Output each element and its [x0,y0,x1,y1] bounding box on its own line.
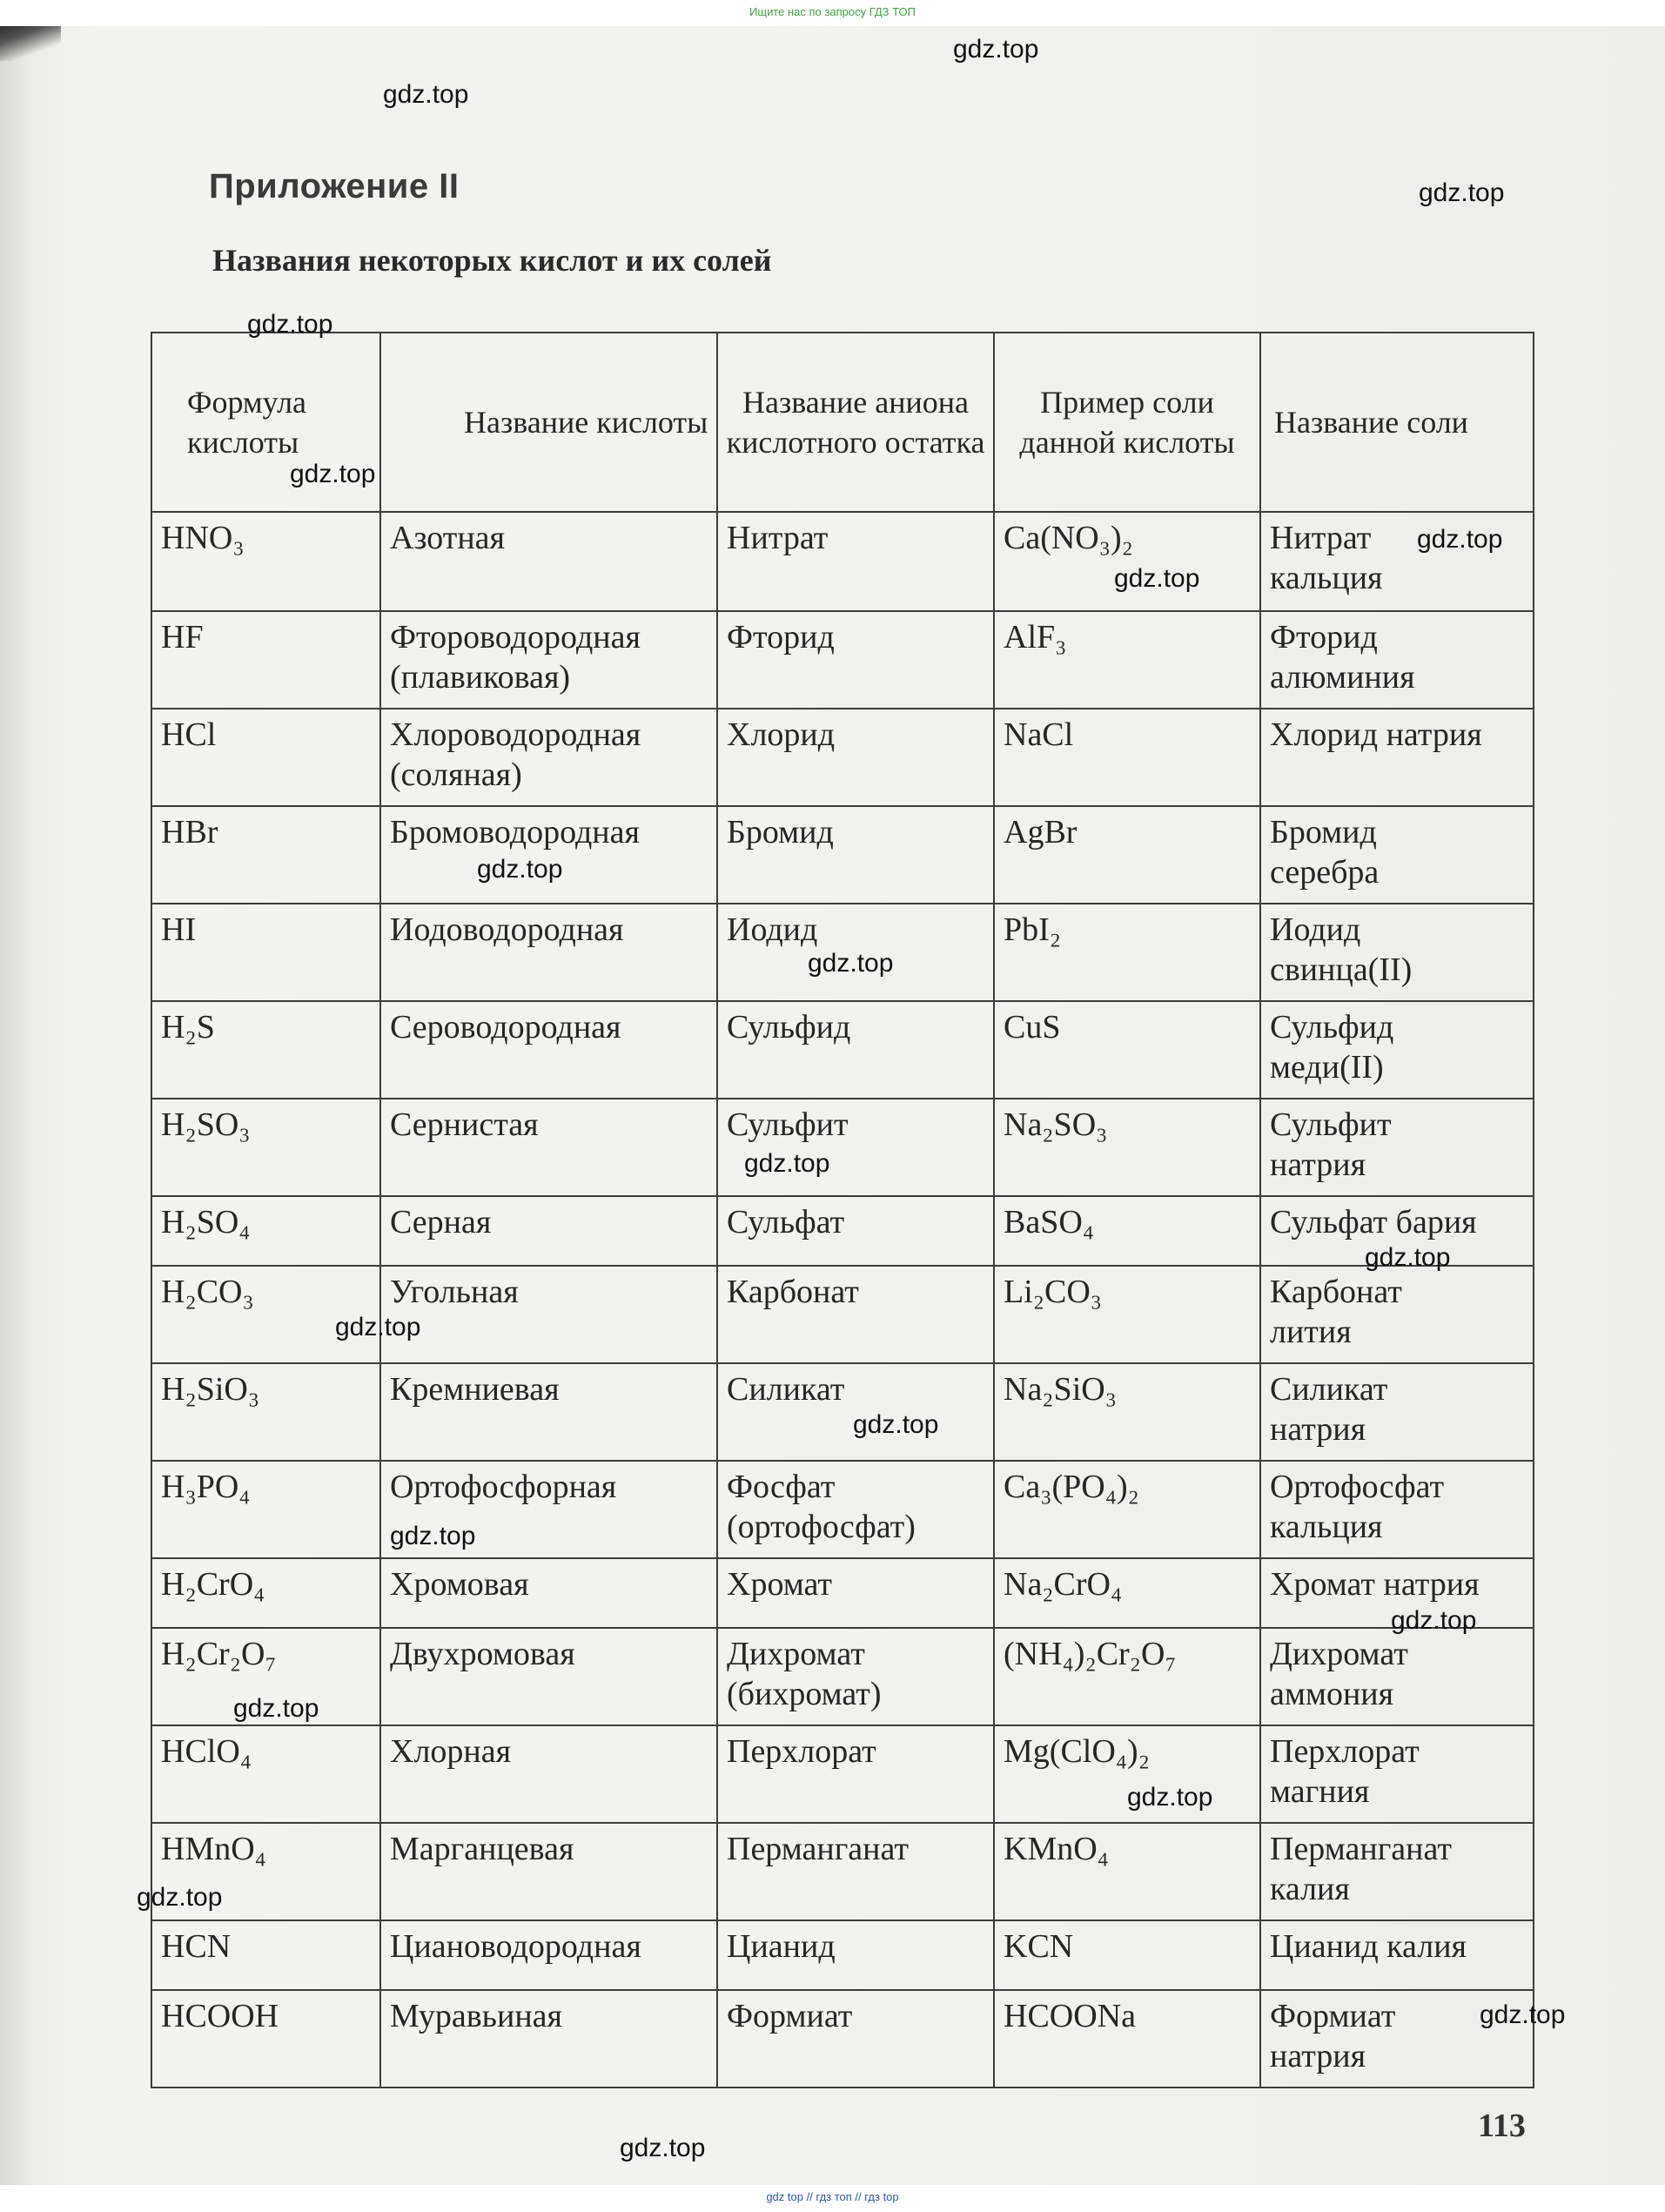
cell-anion-name: Формиат [717,1990,994,2088]
cell-salt-name: Карбонат лития [1260,1266,1534,1363]
table-row [151,1001,1534,1099]
cell-formula: HF [151,611,380,709]
table-row [151,1363,1534,1461]
cell-formula: H₂CrO₄ [151,1558,380,1628]
cell-salt-name: Сульфат бария [1260,1196,1534,1266]
cell-salt-example: Ca(NO₃)₂ [994,512,1260,611]
cell-acid-name: Азотная [380,512,717,611]
cell-salt-name: Перманганат калия [1260,1823,1534,1920]
cell-formula: HBr [151,806,380,904]
cell-acid-name: Хлороводородная (соляная) [380,709,717,806]
table-row [151,1725,1534,1823]
table-row [151,1823,1534,1920]
table-row [151,1628,1534,1725]
cell-acid-name: Двухромовая [380,1628,717,1725]
page-number: 113 [1478,2108,1526,2144]
cell-anion-name: Сульфид [717,1001,994,1099]
cell-salt-example: NaCl [994,709,1260,806]
cell-formula: H₂SO₃ [151,1099,380,1196]
cell-salt-example: (NH₄)₂Cr₂O₇ [994,1628,1260,1725]
cell-salt-name: Нитрат кальция [1260,512,1534,611]
header-formula: Формула кислоты [151,333,380,512]
cell-anion-name: Бромид [717,806,994,904]
watermark-text: gdz.top [137,1883,223,1912]
header-salt-example: Пример соли данной кислоты [994,333,1260,512]
cell-salt-example: AlF₃ [994,611,1260,709]
cell-salt-name: Бромид серебра [1260,806,1534,904]
cell-formula: HCN [151,1920,380,1990]
cell-salt-example: Mg(ClO₄)₂ [994,1725,1260,1823]
cell-formula: H₂Cr₂O₇ [151,1628,380,1725]
cell-salt-name: Цианид калия [1260,1920,1534,1990]
cell-anion-name: Хлорид [717,709,994,806]
cell-anion-name: Цианид [717,1920,994,1990]
table-row [151,1558,1534,1628]
table-row [151,1099,1534,1196]
watermark-text: gdz.top [744,1149,830,1178]
cell-anion-name: Карбонат [717,1266,994,1363]
cell-salt-name: Сульфит натрия [1260,1099,1534,1196]
cell-anion-name: Хромат [717,1558,994,1628]
cell-anion-name: Нитрат [717,512,994,611]
acids-salts-table [151,332,1534,2088]
cell-anion-name: Сульфат [717,1196,994,1266]
cell-salt-name: Сульфид меди(II) [1260,1001,1534,1099]
watermark-text: gdz.top [1391,1606,1477,1635]
appendix-title: Приложение II [209,167,460,205]
cell-acid-name: Ортофосфорная [380,1461,717,1558]
watermark-text: gdz.top [247,310,333,339]
header-acid-name: Название кислоты [380,333,717,512]
cell-formula: HMnO₄ [151,1823,380,1920]
cell-anion-name: Фосфат (ортофосфат) [717,1461,994,1558]
cell-salt-example: HCOONa [994,1990,1260,2088]
cell-salt-example: Li₂CO₃ [994,1266,1260,1363]
cell-salt-example: Ca₃(PO₄)₂ [994,1461,1260,1558]
watermark-text: gdz.top [953,35,1039,64]
table-subtitle: Названия некоторых кислот и их солей [212,243,772,278]
cell-formula: H₂SO₄ [151,1196,380,1266]
header-anion-name: Название аниона кислотного остатка [717,333,994,512]
cell-acid-name: Сернистая [380,1099,717,1196]
cell-salt-example: CuS [994,1001,1260,1099]
cell-acid-name: Кремниевая [380,1363,717,1461]
cell-formula: H₃PO₄ [151,1461,380,1558]
watermark-text: gdz.top [290,460,376,488]
cell-acid-name: Сероводородная [380,1001,717,1099]
cell-acid-name: Фтороводородная (плавиковая) [380,611,717,709]
watermark-text: gdz.top [383,80,469,109]
cell-salt-example: BaSO₄ [994,1196,1260,1266]
cell-salt-name: Силикат натрия [1260,1363,1534,1461]
table-row [151,611,1534,709]
cell-formula: HClO₄ [151,1725,380,1823]
watermark-text: gdz.top [335,1313,421,1341]
cell-anion-name: Иодид [717,904,994,1001]
watermark-text: gdz.top [477,855,563,884]
table-row [151,512,1534,611]
cell-acid-name: Серная [380,1196,717,1266]
cell-salt-example: Na₂CrO₄ [994,1558,1260,1628]
watermark-text: gdz.top [1365,1243,1451,1272]
cell-salt-example: PbI₂ [994,904,1260,1001]
cell-acid-name: Угольная [380,1266,717,1363]
cell-acid-name: Хромовая [380,1558,717,1628]
top-search-link[interactable]: Ищите нас по запросу ГДЗ ТОП [749,5,916,18]
table-row [151,1196,1534,1266]
cell-formula: H₂CO₃ [151,1266,380,1363]
cell-anion-name: Фторид [717,611,994,709]
cell-acid-name: Муравьиная [380,1990,717,2088]
cell-salt-name: Перхлорат магния [1260,1725,1534,1823]
cell-anion-name: Сульфит [717,1099,994,1196]
cell-formula: HCl [151,709,380,806]
cell-salt-name: Иодид свинца(II) [1260,904,1534,1001]
cell-salt-example: AgBr [994,806,1260,904]
cell-acid-name: Хлорная [380,1725,717,1823]
header-salt-name: Название соли [1260,333,1534,512]
page-corner-shadow [0,26,61,61]
cell-acid-name: Циановодородная [380,1920,717,1990]
cell-anion-name: Дихромат (бихромат) [717,1628,994,1725]
cell-formula: H₂S [151,1001,380,1099]
cell-salt-example: Na₂SiO₃ [994,1363,1260,1461]
table-row [151,1920,1534,1990]
cell-salt-example: KMnO₄ [994,1823,1260,1920]
watermark-text: gdz.top [1480,2000,1566,2029]
watermark-text: gdz.top [1114,564,1200,593]
cell-salt-name: Хлорид натрия [1260,709,1534,806]
cell-formula: HI [151,904,380,1001]
table-row [151,709,1534,806]
cell-salt-name: Формиат натрия [1260,1990,1534,2088]
bottom-links[interactable]: gdz top // гдз топ // гдз top [766,2190,899,2203]
cell-salt-name: Хромат натрия [1260,1558,1534,1628]
cell-salt-name: Фторид алюминия [1260,611,1534,709]
cell-anion-name: Силикат [717,1363,994,1461]
cell-salt-name: Дихромат аммония [1260,1628,1534,1725]
watermark-text: gdz.top [233,1694,319,1723]
cell-salt-name: Ортофосфат кальция [1260,1461,1534,1558]
cell-salt-example: Na₂SO₃ [994,1099,1260,1196]
watermark-text: gdz.top [1127,1783,1213,1812]
table-row [151,1461,1534,1558]
table-row [151,1990,1534,2088]
cell-formula: HNO₃ [151,512,380,611]
watermark-text: gdz.top [1417,525,1503,554]
watermark-text: gdz.top [853,1410,939,1439]
cell-formula: HCOOH [151,1990,380,2088]
watermark-text: gdz.top [808,949,894,978]
watermark-text: gdz.top [390,1522,476,1550]
cell-anion-name: Перманганат [717,1823,994,1920]
watermark-text: gdz.top [620,2134,706,2162]
cell-acid-name: Марганцевая [380,1823,717,1920]
cell-anion-name: Перхлорат [717,1725,994,1823]
cell-acid-name: Бромоводородная [380,806,717,904]
cell-acid-name: Иодоводородная [380,904,717,1001]
watermark-text: gdz.top [1419,178,1505,207]
table-row [151,806,1534,904]
cell-formula: H₂SiO₃ [151,1363,380,1461]
cell-salt-example: KCN [994,1920,1260,1990]
